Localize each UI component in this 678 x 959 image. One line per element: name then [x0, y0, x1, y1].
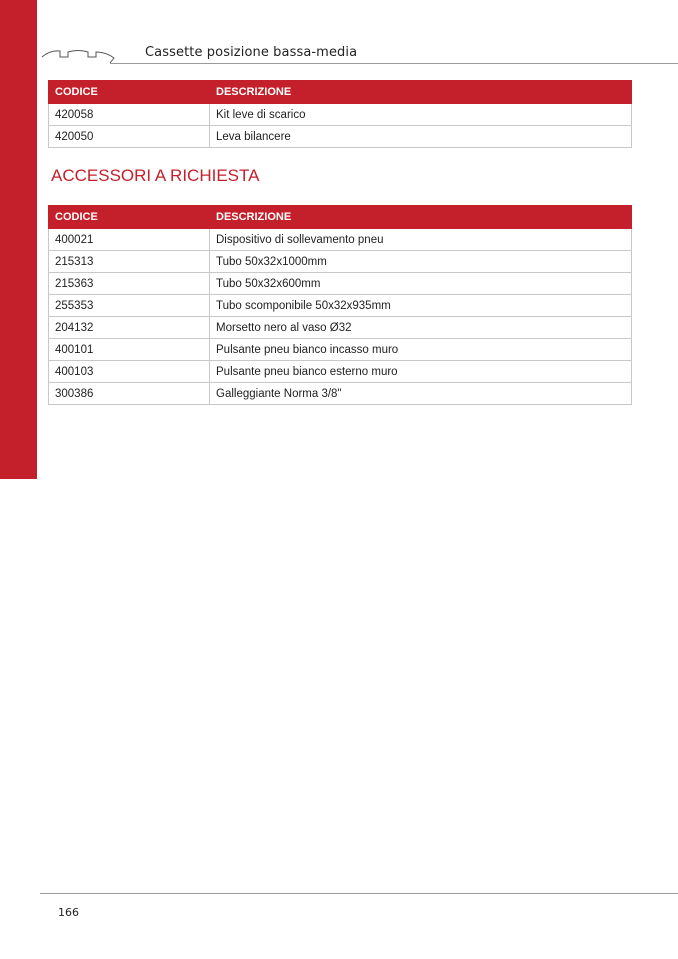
code-cell: 400103 [49, 361, 210, 383]
footer-rule [40, 893, 678, 894]
description-cell: Pulsante pneu bianco esterno muro [210, 361, 632, 383]
code-cell: 400021 [49, 229, 210, 251]
code-cell: 255353 [49, 295, 210, 317]
table-row [49, 339, 632, 361]
section-title: ACCESSORI A RICHIESTA [51, 166, 260, 185]
code-cell: 400101 [49, 339, 210, 361]
header-ornament-icon [40, 46, 116, 64]
table-row [49, 126, 632, 148]
table-row [49, 104, 632, 126]
column-header-description: DESCRIZIONE [210, 81, 632, 104]
code-cell: 300386 [49, 383, 210, 405]
description-cell: Dispositivo di sollevamento pneu [210, 229, 632, 251]
description-cell: Pulsante pneu bianco incasso muro [210, 339, 632, 361]
table-header-row [49, 206, 632, 229]
table-row [49, 317, 632, 339]
page-number: 166 [58, 906, 79, 919]
side-color-band [0, 0, 37, 479]
description-cell: Galleggiante Norma 3/8" [210, 383, 632, 405]
description-cell: Kit leve di scarico [210, 104, 632, 126]
accessories-table [48, 205, 632, 405]
column-header-code: CODICE [49, 81, 210, 104]
header-rule [110, 63, 678, 64]
table-row [49, 295, 632, 317]
table-header-row [49, 81, 632, 104]
description-cell: Tubo 50x32x600mm [210, 273, 632, 295]
code-cell: 420058 [49, 104, 210, 126]
table-row [49, 251, 632, 273]
table-row [49, 273, 632, 295]
description-cell: Tubo scomponibile 50x32x935mm [210, 295, 632, 317]
description-cell: Leva bilancere [210, 126, 632, 148]
code-cell: 215313 [49, 251, 210, 273]
column-header-code: CODICE [49, 206, 210, 229]
description-cell: Morsetto nero al vaso Ø32 [210, 317, 632, 339]
parts-table [48, 80, 632, 148]
table-row [49, 383, 632, 405]
code-cell: 215363 [49, 273, 210, 295]
description-cell: Tubo 50x32x1000mm [210, 251, 632, 273]
code-cell: 420050 [49, 126, 210, 148]
table-row [49, 229, 632, 251]
code-cell: 204132 [49, 317, 210, 339]
page-header-title: Cassette posizione bassa-media [145, 45, 358, 60]
column-header-description: DESCRIZIONE [210, 206, 632, 229]
table-row [49, 361, 632, 383]
